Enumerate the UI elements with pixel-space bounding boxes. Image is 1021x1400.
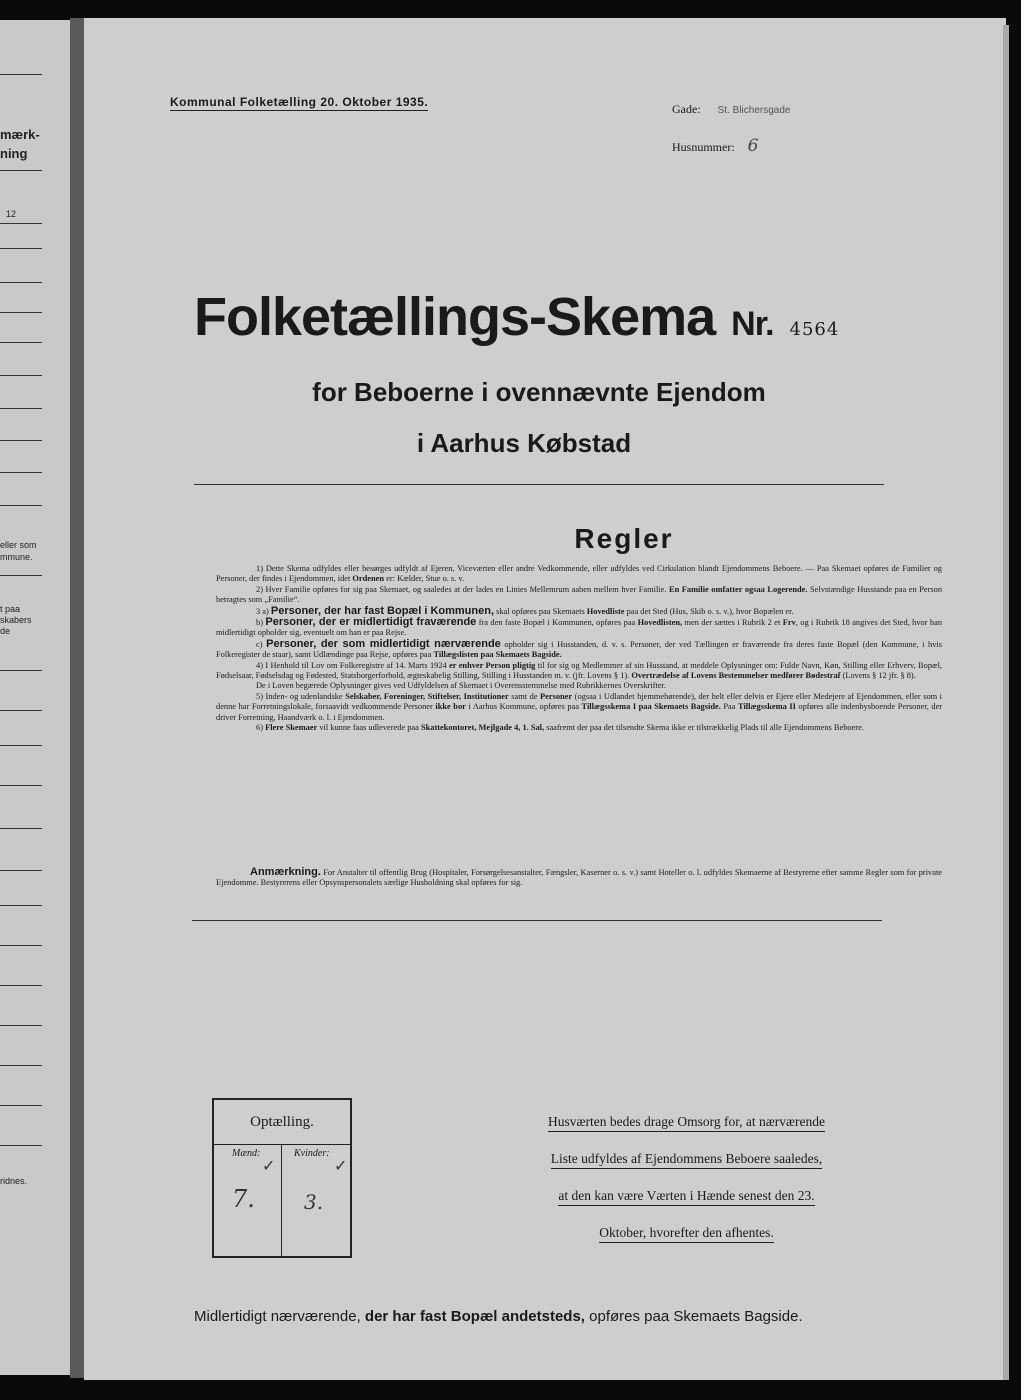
husnummer-label: Husnummer: [672,140,735,154]
ruled-line [0,282,42,283]
anmaerkning-label: Anmærkning. [250,866,321,878]
left-fragment: 12 [6,209,17,219]
title-subline-2: i Aarhus Købstad [416,428,632,458]
footer-part-1: Midlertidigt nærværende, [194,1308,361,1325]
ruled-line [0,828,42,829]
page-edge [1003,25,1009,1380]
ruled-line [0,945,42,946]
maend-label: Mænd: [232,1148,261,1159]
book-gutter [70,18,84,1378]
ruled-line [0,505,42,506]
gade-value: St. Blichersgade [717,105,791,116]
left-fragment: ning [0,146,28,161]
rules-text [216,564,942,734]
ruled-line [0,342,42,343]
footer-part-2: der har fast Bopæl andetsteds, [364,1308,585,1325]
ruled-line [0,785,42,786]
rule-4-note: De i Loven begærede Oplysninger gives ved Udfyldelsen af Skemaet i Overensstemmelse med Rubrikkernes Overskrifter. [256,681,667,691]
ruled-line [0,170,42,171]
ruled-line [0,905,42,906]
optaelling-heading: Optælling. [214,1100,350,1145]
ruled-line [0,472,42,473]
left-fragment: mmune. [0,552,33,562]
form-number: 4564 [789,319,840,340]
ruled-line [0,1145,42,1146]
anmaerkning-note [216,867,942,889]
check-icon: ✓ [334,1156,348,1175]
ruled-line [0,670,42,671]
left-fragment: ridnes. [0,1176,28,1186]
rule-6: 6) Flere Skemaer vil kunne faas udleverede paa Skattekontoret, Mejlgade 4, 1. Sal, saafremt der paa det tilsendte Skema ikke er tilstrækkelig Plads til alle Ejendommens Beboere. [256,723,864,733]
kvinder-count: 3. [304,1190,324,1214]
ruled-line [0,248,42,249]
footer-note [194,1308,803,1325]
divider [194,484,884,485]
title-subline-1: for Beboerne i ovennævnte Ejendom [312,377,766,407]
ruled-line [0,1105,42,1106]
notice-line: at den kan være Værten i Hænde senest den 23. [558,1188,814,1206]
ruled-line [0,223,42,224]
regler-heading: Regler [574,523,674,554]
ruled-line [0,440,42,441]
gade-label: Gade: [672,102,701,116]
ruled-line [0,312,42,313]
left-fragment: t paa [0,604,21,614]
husnummer-field [672,136,759,156]
optaelling-box [212,1098,352,1258]
husnummer-value: 6 [747,136,759,156]
anmaerkning-text: For Anstalter til offentlig Brug (Hospitaler, Forsørgelsesanstalter, Fængsler, Kaserner o. s. v.) samt Hoteller o. l. udfyldes Skemaerne af Bestyrerne efter samme Regler som for private Ejendomme. Bestyrerens eller Opsynspersonalets særlige Husholdning skal opføres for sig. [216,868,943,888]
landlord-notice [514,1108,859,1256]
adjacent-page-strip [0,20,70,1375]
ruled-line [0,408,42,409]
footer-part-3: opføres paa Skemaets Bagside. [589,1308,803,1325]
left-fragment: de [0,626,11,636]
ruled-line [0,745,42,746]
census-header: Kommunal Folketælling 20. Oktober 1935. [170,95,429,109]
rule-3a: 3 a) Personer, der har fast Bopæl i Kommunen, skal opføres paa Skemaets Hovedliste paa det Sted (Hus, Skib o. s. v.), hvor Bopælen er. [256,604,794,617]
left-fragment: mærk- [0,127,40,142]
notice-line: Oktober, hvorefter den afhentes. [599,1225,774,1243]
gade-field [672,102,790,117]
census-form-page [84,18,1006,1380]
rule-3c: c) Personer, der som midlertidigt nærværende opholder sig i Husstanden, d. v. s. Personer, der ved Tællingen er fraværende fra deres faste Bopæl (den Kommune, i hvis Folkeregister de staar), samt Udlændinge paa Rejse, opføres paa Tillægslisten paa Skemaets Bagside. [216,637,943,660]
ruled-line [0,74,42,75]
rule-5: 5) Inden- og udenlandske Selskaber, Foreninger, Stiftelser, Institutioner samt de Personer (ogsaa i Udlandet hjemmehørende), der helt eller delvis er Ejere eller Medejere af Ejendommen, eller som i denne har Forretningslokale, forsaavidt vedkommende Personer ikke bor i Aarhus Kommune, opføres paa Tillægsskema I paa Skemaets Bagside. Paa Tillægsskema II opføres alle indenbysboende Personer, der driver Forretning, Haandværk o. l. i Ejendommen. [216,691,943,722]
rule-1: 1) Dette Skema udfyldes eller besørges udfyldt af Ejeren, Viceværten eller andre Vedkommende, eller udfyldes ved Cirkulation blandt Ejendommens Beboere. — Paa Skemaet opføres de Familier og Personer, der findes i Ejendommen, idet Ordenen er: Kælder, Stue o. s. v. [216,564,942,584]
ruled-line [0,870,42,871]
notice-line: Liste udfyldes af Ejendommens Beboere saaledes, [551,1151,822,1169]
notice-line: Husværten bedes drage Omsorg for, at nærværende [548,1114,825,1132]
ruled-line [0,375,42,376]
ruled-line [0,1065,42,1066]
ruled-line [0,575,42,576]
title-nr-label: Nr. [731,305,774,343]
rule-2: 2) Hver Familie opføres for sig paa Skemaet, og saaledes at der lades en Linies Mellemrum aaben mellem hver Familie. En Familie omfatter ogsaa Logerende. Selvstændige Husstande paa en Person betragtes som „Familie“. [216,584,943,605]
ruled-line [0,985,42,986]
title-main: Folketællings-Skema [194,287,716,347]
rule-3b: b) Personer, der er midlertidigt fraværende fra den faste Bopæl i Kommunen, opføres paa Hovedlisten, men der sættes i Rubrik 2 et Frv, og i Rubrik 18 angives det Sted, hvor han midlertidigt opholder sig, eventuelt om han er paa Rejse. [216,616,943,638]
box-divider [281,1144,282,1258]
form-title [194,286,839,348]
left-fragment: skabers [0,615,32,625]
rule-4: 4) I Henhold til Lov om Folkeregistre af 14. Marts 1924 er enhver Person pligtig til for sig og Medlemmer af sin Husstand, at meddele Oplysninger om: Fulde Navn, Køn, Stilling eller Erhverv, Bopæl, Fødselsaar, Fødselsdag og Fødested, Statsborgerforhold, ægteskabelig Stilling, Stilling i Husstanden m. v. (jfr. Lovens § 1). Overtrædelse af Lovens Bestemmelser medfører Bødestraf (Lovens § 12 jfr. § 8). [216,660,943,681]
check-icon: ✓ [262,1156,276,1175]
ruled-line [0,710,42,711]
divider [192,920,882,921]
maend-count: 7. [232,1185,255,1213]
ruled-line [0,1025,42,1026]
kvinder-label: Kvinder: [294,1148,330,1159]
left-fragment: eller som [0,540,37,550]
